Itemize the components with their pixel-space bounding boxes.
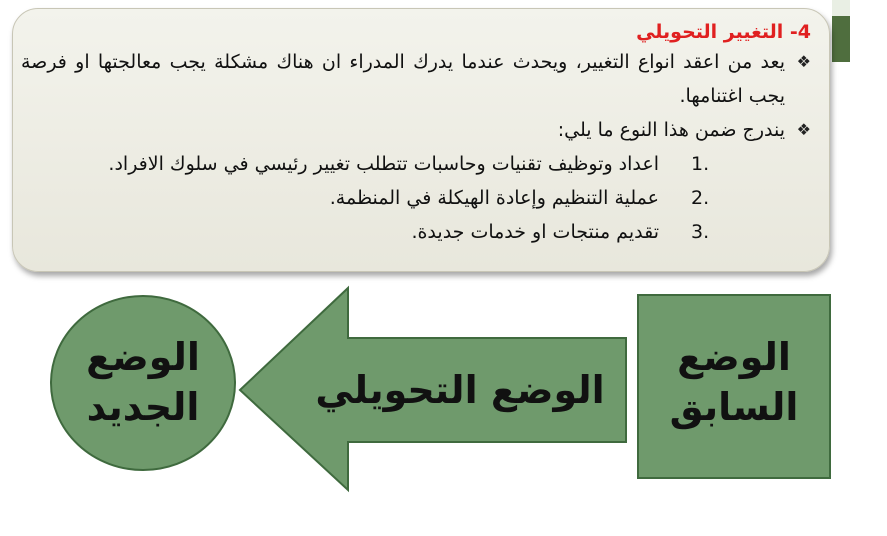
bullet-text: يندرج ضمن هذا النوع ما يلي: <box>557 119 785 141</box>
item-number: 1. <box>691 153 710 175</box>
transition-diagram <box>0 280 887 530</box>
text-panel-content <box>21 19 811 249</box>
corner-accent-highlight <box>832 0 850 16</box>
numbered-item <box>21 181 811 215</box>
item-number: 2. <box>691 187 710 209</box>
section-heading: 4- التغيير التحويلي <box>636 21 811 43</box>
item-number: 3. <box>691 221 710 243</box>
diamond-bullet-icon: ❖ <box>796 120 811 139</box>
new-state-label: الوضع الجديد <box>86 335 200 429</box>
bullet-item <box>21 113 811 147</box>
item-text: عملية التنظيم وإعادة الهيكلة في المنظمة. <box>329 187 659 209</box>
bullet-item <box>21 45 811 113</box>
numbered-list <box>21 147 811 249</box>
transitional-state-label: الوضع التحويلي <box>315 368 605 412</box>
previous-state-label: الوضع السابق <box>669 335 799 429</box>
bullet-text: يعد من اعقد انواع التغيير، ويحدث عندما يدرك المدراء ان هناك مشكلة يجب معالجتها او فرصة يجب اغتنامها. <box>21 51 785 107</box>
item-text: تقديم منتجات او خدمات جديدة. <box>411 221 659 243</box>
text-panel <box>12 8 830 272</box>
diamond-bullet-icon: ❖ <box>796 52 811 71</box>
numbered-item <box>21 147 811 181</box>
numbered-item <box>21 215 811 249</box>
item-text: اعداد وتوظيف تقنيات وحاسبات تتطلب تغيير رئيسي في سلوك الافراد. <box>108 153 659 175</box>
